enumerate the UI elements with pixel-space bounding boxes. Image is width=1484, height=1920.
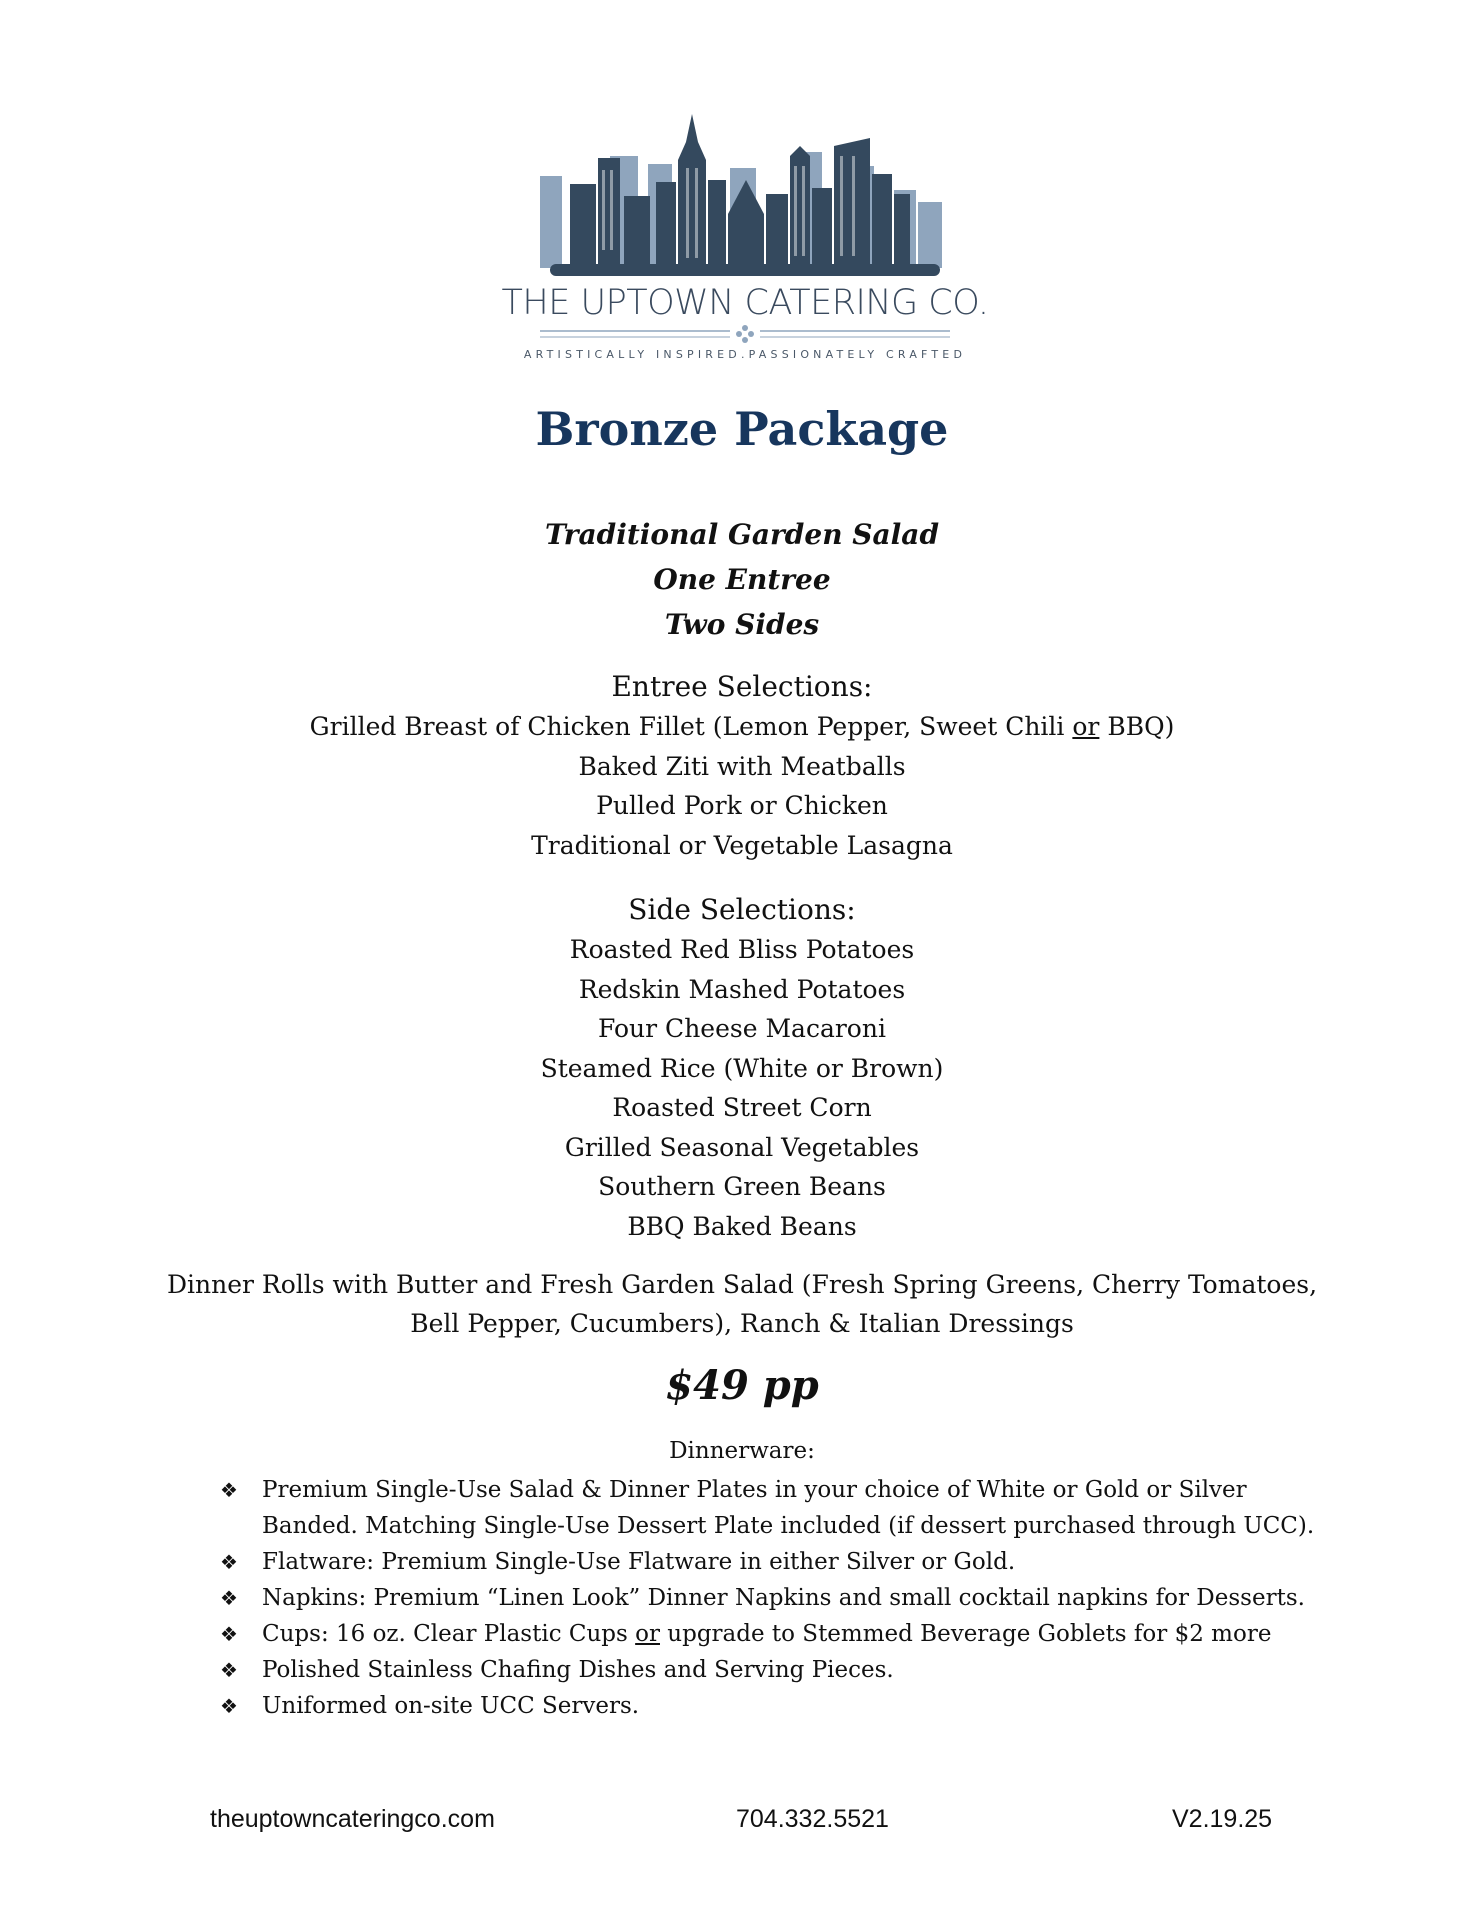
diamond-bullet-icon: ❖ xyxy=(220,1550,238,1574)
entree-item: Baked Ziti with Meatballs xyxy=(578,751,906,781)
side-selections xyxy=(0,890,1484,1246)
page-title: Bronze Package xyxy=(535,402,949,456)
side-heading: Side Selections: xyxy=(628,893,856,926)
entree-item: Pulled Pork or Chicken xyxy=(596,791,888,820)
diamond-bullet-icon: ❖ xyxy=(220,1694,238,1718)
diamond-bullet-icon: ❖ xyxy=(220,1586,238,1610)
footer-version: V2.19.25 xyxy=(1172,1805,1273,1833)
company-logo xyxy=(500,108,990,368)
list-item: ❖ Flatware: Premium Single-Use Flatware in either Silver or Gold. xyxy=(220,1544,1320,1580)
side-item: BBQ Baked Beans xyxy=(627,1211,857,1241)
list-item: ❖ Cups: 16 oz. Clear Plastic Cups or upgrade to Stemmed Beverage Goblets for $2 more xyxy=(220,1616,1320,1652)
rolls-line: Bell Pepper, Cucumbers), Ranch & Italian Dressings xyxy=(410,1309,1074,1338)
rolls-line: Dinner Rolls with Butter and Fresh Garden Salad (Fresh Spring Greens, Cherry Tomatoes, xyxy=(166,1270,1318,1299)
side-item: Redskin Mashed Potatoes xyxy=(578,974,906,1004)
package-price: $49 pp xyxy=(665,1362,819,1409)
side-item: Southern Green Beans xyxy=(598,1172,886,1201)
city-skyline-logo-icon xyxy=(500,108,990,278)
diamond-bullet-icon: ❖ xyxy=(220,1622,238,1646)
side-item: Steamed Rice (White or Brown) xyxy=(540,1053,944,1083)
entree-item: Grilled Breast of Chicken Fillet (Lemon Pepper, Sweet Chili or BBQ) xyxy=(309,712,1175,741)
dinnerware-heading: Dinnerware: xyxy=(669,1438,815,1464)
package-summary xyxy=(0,512,1484,647)
dinnerware-list xyxy=(220,1472,1320,1724)
rolls-and-salad-note xyxy=(150,1265,1334,1343)
list-item: ❖ Premium Single-Use Salad & Dinner Plates in your choice of White or Gold or Silver Banded. Matching Single-Use Dessert Plate included (if dessert purchased through UCC). xyxy=(220,1472,1320,1544)
summary-line: Traditional Garden Salad xyxy=(544,518,940,551)
side-item: Four Cheese Macaroni xyxy=(598,1014,886,1043)
footer-phone: 704.332.5521 xyxy=(736,1805,889,1833)
list-item: ❖ Polished Stainless Chafing Dishes and Serving Pieces. xyxy=(220,1652,1320,1688)
side-item: Roasted Red Bliss Potatoes xyxy=(569,935,915,964)
brand-name: THE UPTOWN CATERING CO. xyxy=(501,283,989,323)
side-item: Grilled Seasonal Vegetables xyxy=(564,1132,920,1162)
footer-website: theuptowncateringco.com xyxy=(210,1805,495,1833)
entree-heading: Entree Selections: xyxy=(611,670,873,703)
brand-tagline: ARTISTICALLY INSPIRED.PASSIONATELY CRAFTED xyxy=(523,348,967,361)
diamond-bullet-icon: ❖ xyxy=(220,1478,238,1502)
list-item: ❖ Uniformed on-site UCC Servers. xyxy=(220,1688,1320,1724)
entree-item: Traditional or Vegetable Lasagna xyxy=(531,830,953,860)
summary-line: One Entree xyxy=(653,563,831,596)
list-item: ❖ Napkins: Premium “Linen Look” Dinner Napkins and small cocktail napkins for Desserts. xyxy=(220,1580,1320,1616)
diamond-bullet-icon: ❖ xyxy=(220,1658,238,1682)
summary-line: Two Sides xyxy=(664,608,820,641)
entree-selections xyxy=(0,667,1484,865)
side-item: Roasted Street Corn xyxy=(612,1093,872,1122)
ornament-divider-icon xyxy=(540,325,950,345)
